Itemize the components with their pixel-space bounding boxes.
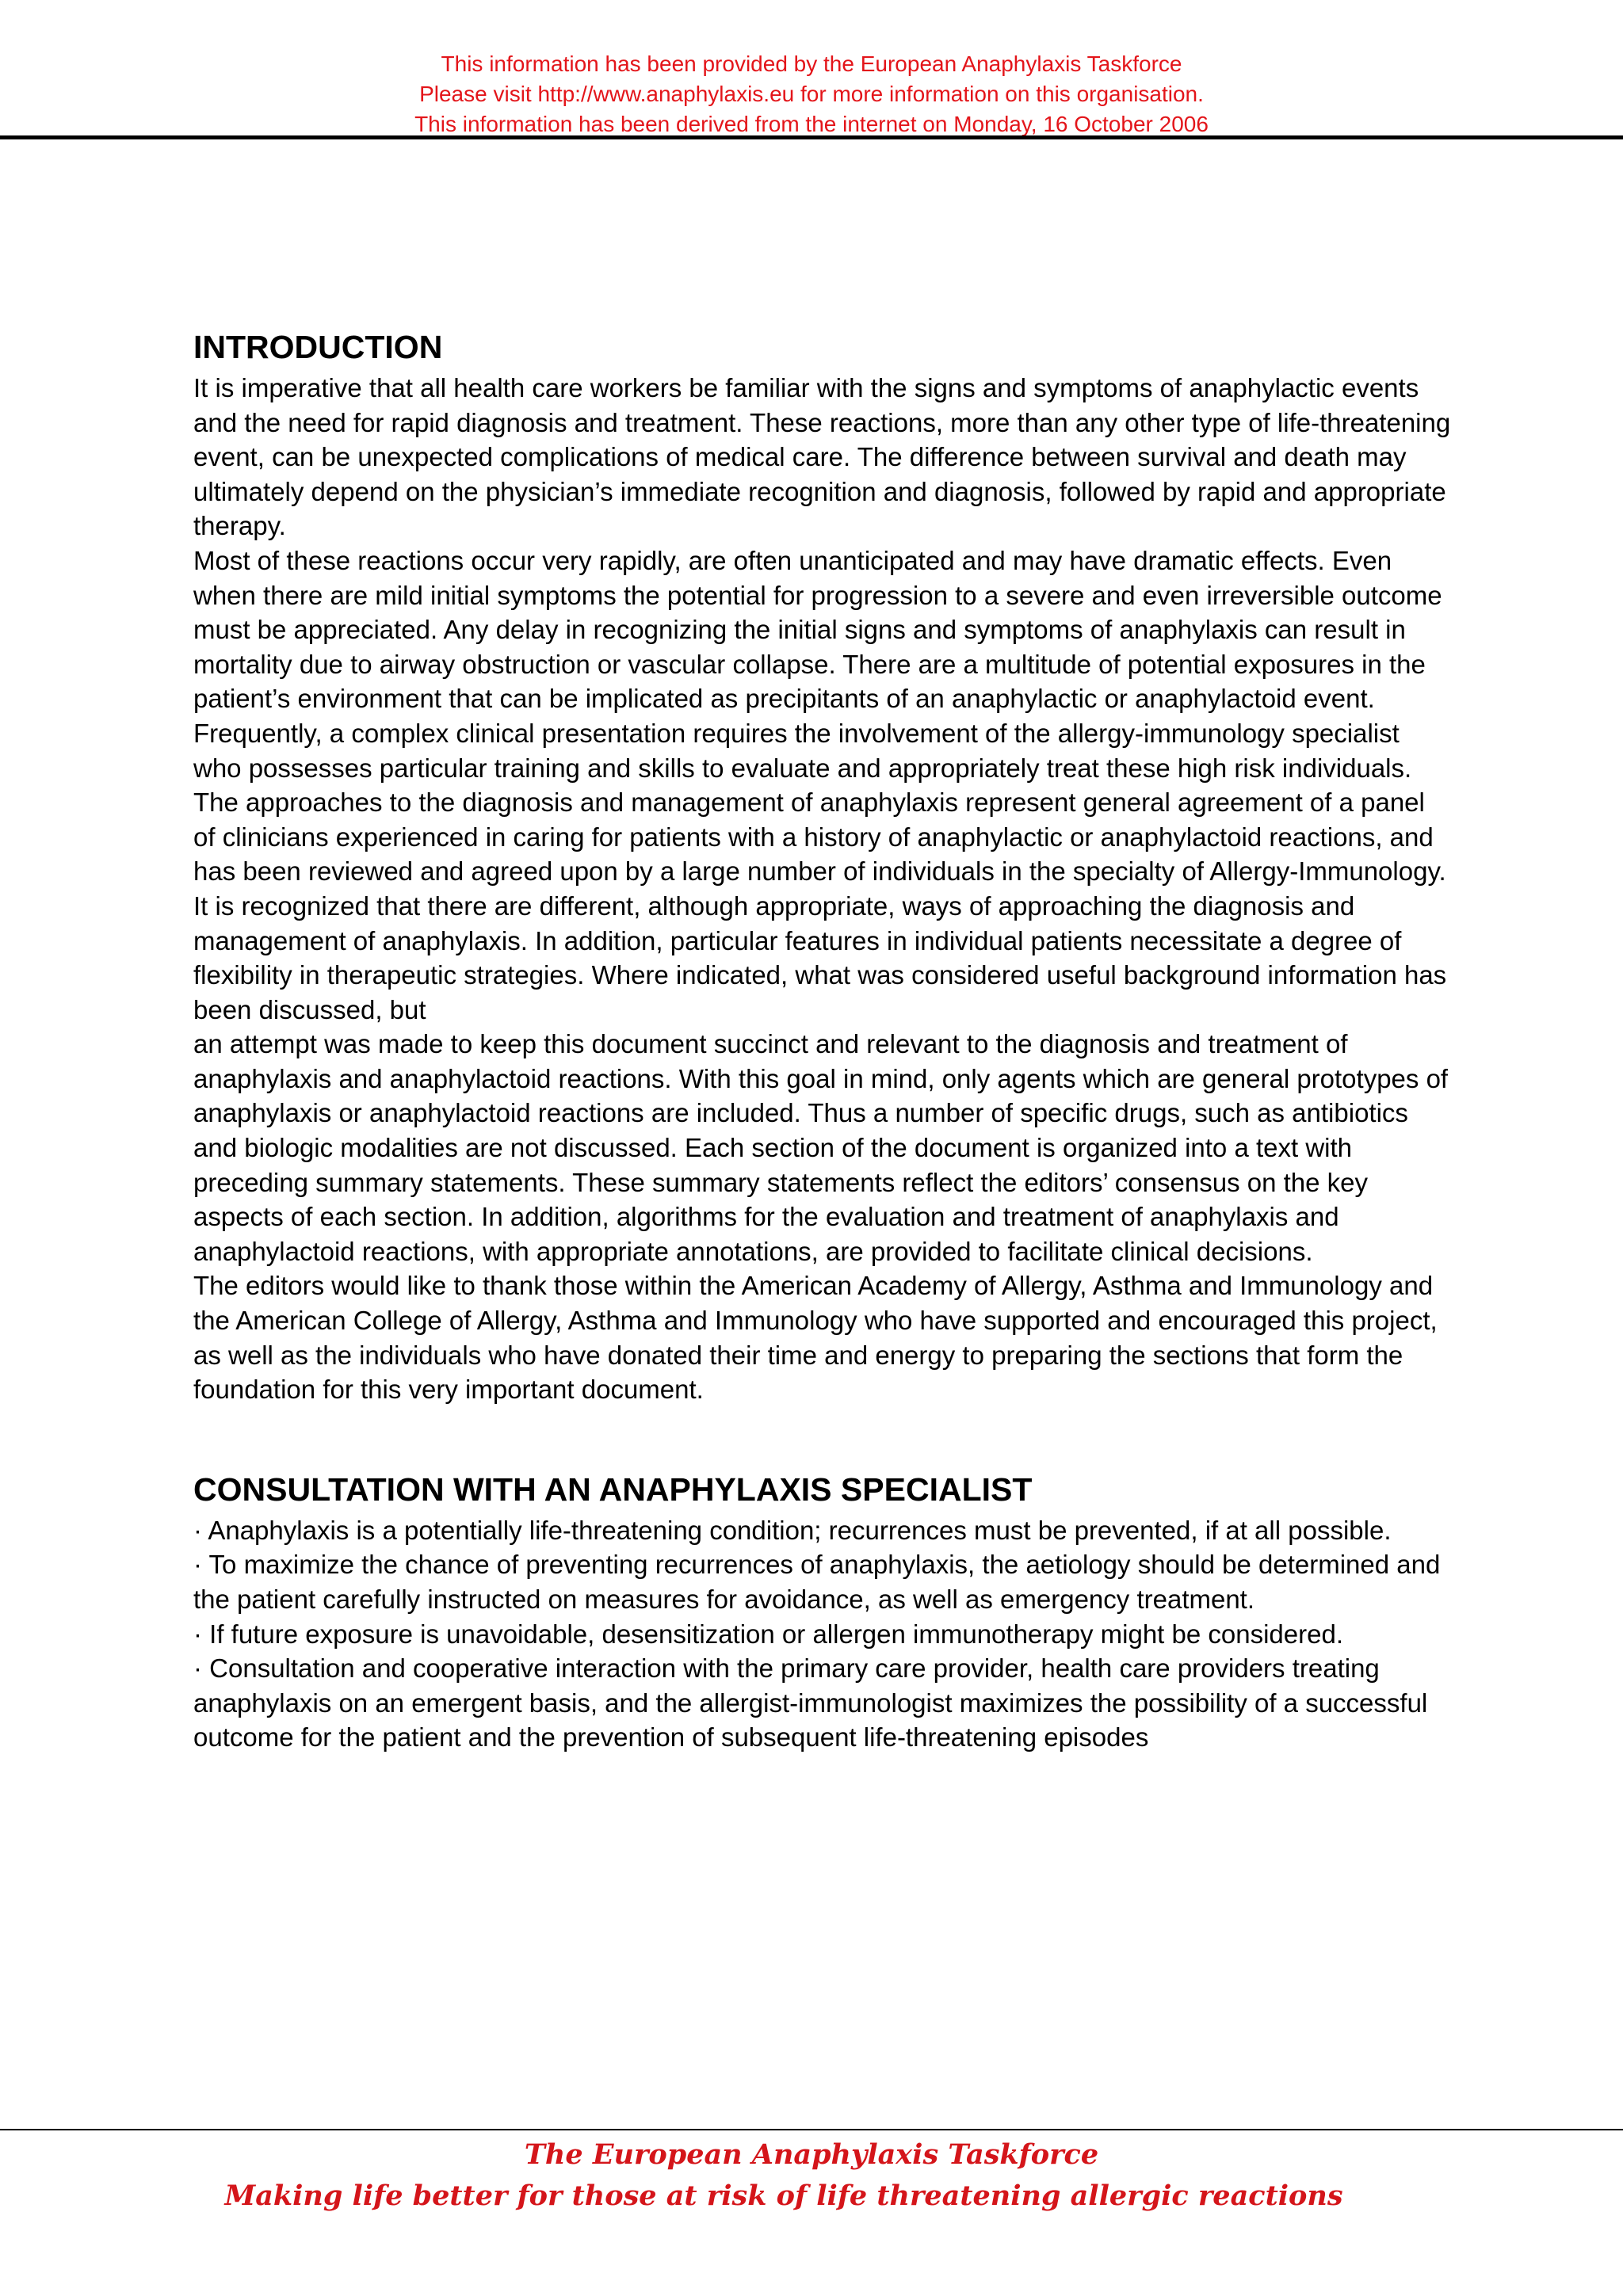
section-title: CONSULTATION WITH AN ANAPHYLAXIS SPECIALIST: [193, 1470, 1033, 1508]
footer: [0, 2134, 1623, 2217]
paragraph: It is imperative that all health care workers be familiar with the signs and symptoms of anaphylactic events and the need for rapid diagnosis and treatment. These reactions, more than any other type of life-threatening event, can be unexpected complications of medical care. The difference between survival and death may ultimately depend on the physician’s immediate recognition and diagnosis, followed by rapid and appropriate therapy.: [193, 373, 1451, 541]
bullet-item: · If future exposure is unavoidable, desensitization or allergen immunotherapy might be considered.: [193, 1619, 1343, 1649]
bullet-item: · Anaphylaxis is a potentially life-threatening condition; recurrences must be prevented, if at all possible.: [193, 1515, 1392, 1545]
paragraph: Most of these reactions occur very rapidly, are often unanticipated and may have dramatic effects. Even when there are mild initial symptoms the potential for progression to a severe and even irreversible outcome must be appreciated. Any delay in recognizing the initial signs and symptoms of anaphylaxis can result in mortality due to airway obstruction or vascular collapse. There are a multitude of potential exposures in the patient’s environment that can be implicated as precipitants of an anaphylactic or anaphylactoid event. Frequently, a complex clinical presentation requires the involvement of the allergy-immunology specialist who possesses particular training and skills to evaluate and appropriately treat these high risk individuals.: [193, 545, 1442, 783]
paragraph: an attempt was made to keep this document succinct and relevant to the diagnosis and treatment of anaphylaxis and anaphylactoid reactions. With this goal in mind, only agents which are general prototypes of anaphylaxis or anaphylactoid reactions are included. Thus a number of specific drugs, such as antibiotics and biologic modalities are not discussed. Each section of the document is organized into a text with preceding summary statements. These summary statements reflect the editors’ consensus on the key aspects of each section. In addition, algorithms for the evaluation and treatment of anaphylaxis and anaphylactoid reactions, with appropriate annotations, are provided to facilitate clinical decisions.: [193, 1029, 1449, 1266]
bullet-item: · Consultation and cooperative interaction with the primary care provider, health care providers treating anaphylaxis on an emergent basis, and the allergist-immunologist maximizes the possibility of a successful outcome for the patient and the prevention of subsequent life-threatening episodes: [193, 1653, 1428, 1753]
footer-divider: [0, 2129, 1623, 2130]
consultation-section: [193, 1467, 1453, 1755]
introduction-section: [193, 325, 1453, 1407]
section-spacer: [193, 1407, 1453, 1467]
paragraph: The editors would like to thank those within the American Academy of Allergy, Asthma and Immunology and the American College of Allergy, Asthma and Immunology who have supported and encouraged this project, as well as the individuals who have donated their time and energy to preparing the sections that form the foundation for this very important document.: [193, 1271, 1438, 1405]
source-notice-line: Please visit http://www.anaphylaxis.eu for more information on this organisation.: [419, 82, 1204, 106]
document-body: [193, 325, 1453, 1755]
section-title: INTRODUCTION: [193, 329, 443, 365]
source-notice: [0, 49, 1623, 139]
source-notice-line: This information has been provided by the European Anaphylaxis Taskforce: [441, 51, 1182, 76]
bullet-item: · To maximize the chance of preventing recurrences of anaphylaxis, the aetiology should be determined and the patient carefully instructed on measures for avoidance, as well as emergency treatment.: [193, 1550, 1441, 1614]
header-divider: [0, 135, 1623, 139]
source-notice-line: This information has been derived from the internet on Monday, 16 October 2006: [414, 112, 1209, 136]
paragraph: The approaches to the diagnosis and management of anaphylaxis represent general agreement of a panel of clinicians experienced in caring for patients with a history of anaphylactic or anaphylactoid reactions, and has been reviewed and agreed upon by a large number of individuals in the specialty of Allergy-Immunology. It is recognized that there are different, although appropriate, ways of approaching the diagnosis and management of anaphylaxis. In addition, particular features in individual patients necessitate a degree of flexibility in therapeutic strategies. Where indicated, what was considered useful background information has been discussed, but: [193, 788, 1447, 1024]
footer-tagline: Making life better for those at risk of life threatening allergic reactions: [224, 2180, 1343, 2212]
footer-org-name: The European Anaphylaxis Taskforce: [524, 2138, 1099, 2171]
